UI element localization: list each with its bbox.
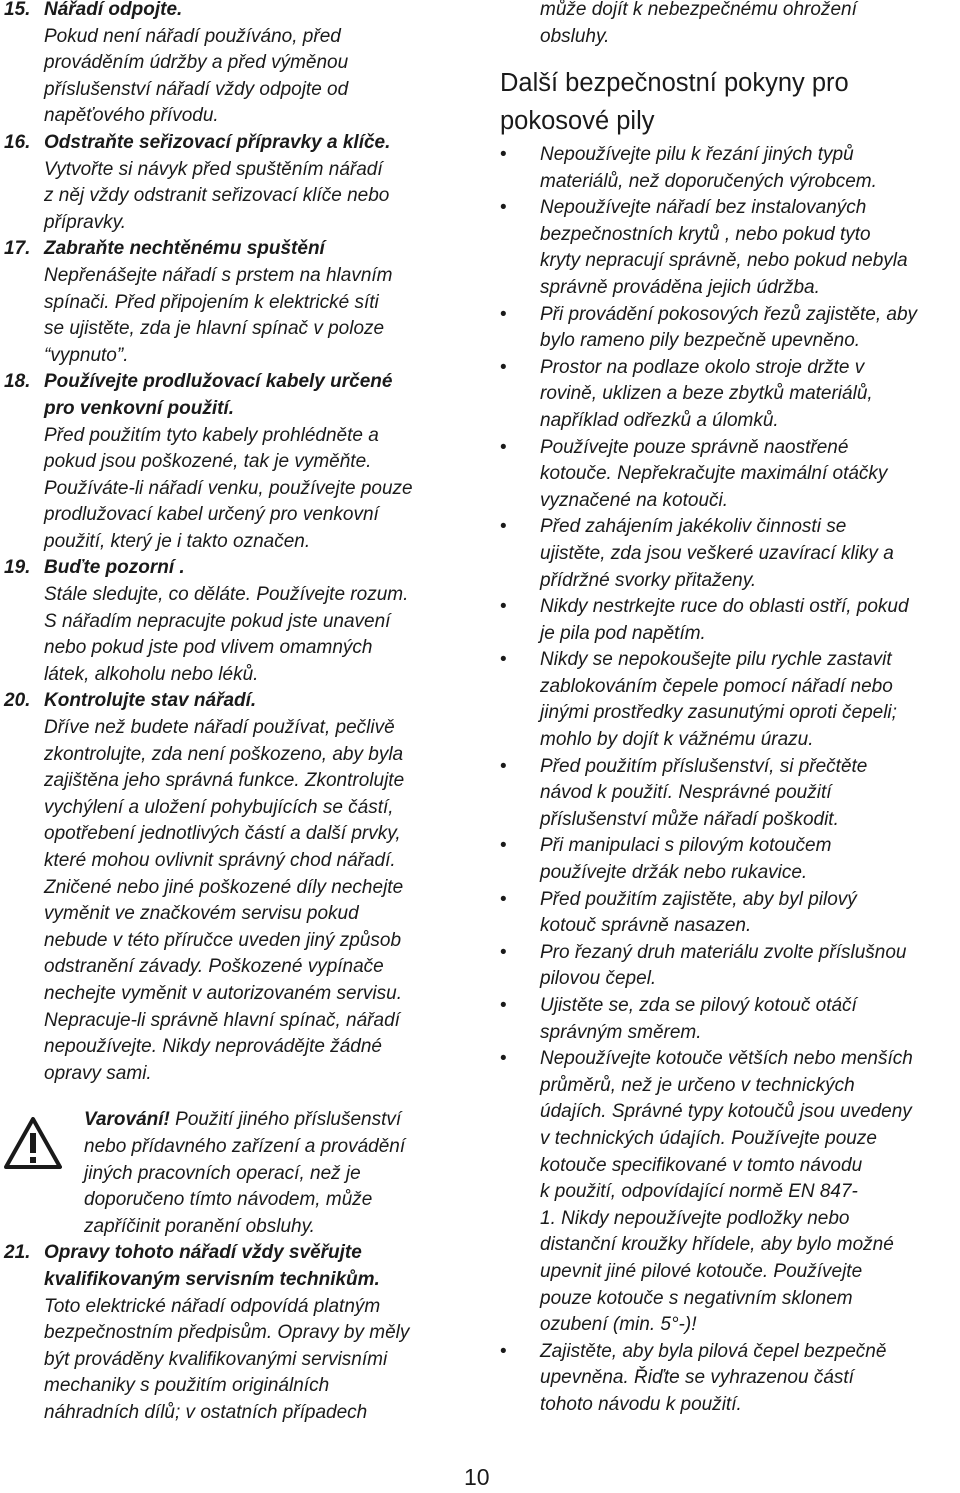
item-line: zkontrolujte, zda není poškozeno, aby byla (44, 743, 404, 765)
warning-label: Varování! (84, 1109, 170, 1131)
bullet-line: pouze kotouče s negativním sklonem (540, 1287, 853, 1309)
bullet-line: kryty nepracují správně, nebo pokud nebyla (540, 250, 908, 272)
bullet-line: tohoto návodu k použití. (540, 1393, 742, 1415)
bullet-line: upevněna. Řiďte se vyhrazenou částí (540, 1367, 854, 1389)
item-line: Nepřenášejte nářadí s prstem na hlavním (44, 264, 393, 286)
bullet-line: rovině, uklizen a beze zbytků materiálů, (540, 383, 873, 405)
bullet-item (500, 435, 960, 515)
bullet-line: ozubení (min. 5°-)! (540, 1314, 697, 1336)
bullet-line: kotouč správně nasazen. (540, 915, 752, 937)
item-title: Buďte pozorní . (44, 557, 185, 579)
bullet-line: přídržné svorky přitaženy. (540, 569, 757, 591)
item-line: nechejte vyměnit v autorizovaném servisu. (44, 982, 402, 1004)
bullet-line: Prostor na podlaze okolo stroje držte v (540, 356, 865, 378)
item-title: Zabraňte nechtěnému spuštění (44, 238, 325, 260)
bullet-line: Nikdy nestrkejte ruce do oblasti ostří, pokud (540, 596, 909, 618)
bullet-dot-icon: • (500, 303, 507, 325)
item-title: Odstraňte seřizovací přípravky a klíče. (44, 131, 391, 153)
item-line: opotřebení jednotlivých částí a další prvky, (44, 823, 401, 845)
bullet-line: 1. Nikdy nepoužívejte podložky nebo (540, 1207, 850, 1229)
bullet-line: Nikdy se nepokoušejte pilu rychle zastavit (540, 649, 892, 671)
bullet-line: k použití, odpovídající normě EN 847- (540, 1181, 858, 1203)
item-21 (4, 1240, 462, 1426)
bullet-item (500, 594, 960, 647)
bullet-line: materiálů, než doporučených výrobcem. (540, 170, 877, 192)
bullet-line: bezpečnostních krytů , nebo pokud tyto (540, 223, 871, 245)
bullet-line: používejte držák nebo rukavice. (540, 862, 808, 884)
item-line: Pokud není nářadí používáno, před (44, 25, 341, 47)
item-line: které mohou ovlivnit správný chod nářadí. (44, 850, 396, 871)
heading-line: pokosové pily (500, 107, 655, 135)
bullet-item (500, 355, 960, 435)
item-line: látek, alkoholu nebo léků. (44, 663, 259, 685)
bullet-line: kotouče specifikované v tomto návodu (540, 1154, 863, 1176)
item-17 (4, 236, 462, 369)
bullet-line: například odřezků a úlomků. (540, 409, 779, 431)
bullet-line: vyznačené na kotouči. (540, 489, 729, 511)
page-number: 10 (464, 1464, 490, 1490)
item-line: Toto elektrické nářadí odpovídá platným (44, 1295, 381, 1317)
bullet-line: Zajistěte, aby byla pilová čepel bezpečně (540, 1340, 887, 1362)
item-line: příslušenství nářadí vždy odpojte od (44, 78, 349, 100)
bullet-line: Při provádění pokosových řezů zajistěte, aby (540, 303, 918, 325)
item-line: z něj vždy odstranit seřizovací klíče nebo (44, 185, 390, 207)
warning-line: zapříčinit poranění obsluhy. (84, 1215, 315, 1237)
item-line: Před použitím tyto kabely prohlédněte a (44, 424, 379, 446)
item-title: Opravy tohoto nářadí vždy svěřujte (44, 1242, 362, 1264)
bullet-line: Ujistěte se, zda se pilový kotouč otáčí (540, 995, 857, 1016)
item-number: 17. (4, 238, 31, 260)
item-line: Používáte-li nářadí venku, používejte pouze (44, 477, 413, 499)
item-line: Vytvořte si návyk před spuštěním nářadí (44, 158, 383, 180)
item-line: “vypnuto”. (44, 344, 129, 366)
warning-triangle-icon (4, 1117, 62, 1169)
bullet-item (500, 647, 960, 753)
item-line: odstranění závady. Poškozené vypínače (44, 956, 384, 978)
bullet-dot-icon: • (500, 144, 507, 165)
bullet-line: distanční kroužky hřídele, aby bylo možné (540, 1234, 894, 1256)
item-15 (4, 0, 462, 130)
bullet-dot-icon: • (500, 436, 507, 458)
item-line: nebude v této příručce uveden jiný způsob (44, 929, 402, 951)
bullet-line: správně prováděna jejich údržba. (540, 276, 820, 298)
item-line: náhradních dílů; v ostatních případech (44, 1401, 368, 1423)
bullet-line: kotouče. Nepřekračujte maximální otáčky (540, 463, 888, 485)
bullet-list (500, 142, 960, 1419)
item-line: mechaniky s použitím originálních (44, 1375, 330, 1397)
item-line: pokud jsou poškozené, tak je vyměňte. (44, 451, 372, 473)
warning-line: jiných pracovních operací, než je (84, 1162, 361, 1184)
bullet-item (500, 1339, 960, 1419)
bullet-dot-icon: • (500, 995, 507, 1016)
item-line: použití, který je i takto označen. (44, 530, 311, 552)
bullet-dot-icon: • (500, 596, 507, 618)
item-line: bezpečnostním předpisům. Opravy by měly (44, 1322, 410, 1344)
item-20 (4, 688, 462, 1087)
bullet-item (500, 833, 960, 886)
item-number: 20. (4, 690, 31, 712)
item-19 (4, 555, 462, 688)
bullet-line: návod k použití. Nesprávné použití (540, 782, 832, 804)
heading-line: Další bezpečnostní pokyny pro (500, 69, 849, 97)
continuation-line: může dojít k nebezpečnému ohrožení (540, 0, 857, 20)
bullet-line: Používejte pouze správně naostřené (540, 436, 849, 458)
bullet-line: zablokováním čepele pomocí nářadí nebo (540, 675, 893, 697)
item-line: přípravky. (44, 211, 127, 233)
bullet-dot-icon: • (500, 1048, 507, 1070)
item-title: kvalifikovaným servisním technikům. (44, 1268, 380, 1290)
item-line: vyměnit ve značkovém servisu pokud (44, 903, 359, 925)
bullet-dot-icon: • (500, 197, 507, 219)
section-heading (500, 66, 960, 142)
item-title: Používejte prodlužovací kabely určené (44, 371, 393, 393)
item-title: pro venkovní použití. (44, 397, 235, 419)
item-line: Nepracuje-li správně hlavní spínač, nářadí (44, 1009, 400, 1031)
item-18 (4, 369, 462, 555)
item-number: 15. (4, 0, 31, 20)
bullet-dot-icon: • (500, 888, 507, 910)
bullet-item (500, 887, 960, 940)
warning-first-line: Použití jiného příslušenství (169, 1109, 402, 1131)
continuation-line: obsluhy. (540, 25, 610, 47)
bullet-dot-icon: • (500, 516, 507, 538)
bullet-line: Před použitím zajistěte, aby byl pilový (540, 888, 857, 910)
warning-line: nebo přídavného zařízení a provádění (84, 1135, 406, 1157)
bullet-line: v technických údajích. Používejte pouze (540, 1127, 877, 1149)
bullet-line: pilovou čepel. (540, 968, 657, 990)
warning-block (4, 1107, 462, 1240)
item-line: napěťového přívodu. (44, 105, 219, 127)
warning-line (84, 1107, 462, 1134)
item-line: se ujistěte, zda je hlavní spínač v poloze (44, 318, 385, 340)
item-title: Kontrolujte stav nářadí. (44, 690, 257, 712)
bullet-line: Nepoužívejte kotouče větších nebo menších (540, 1048, 913, 1070)
bullet-line: údajích. Správné typy kotoučů jsou uvedeny (540, 1101, 912, 1123)
bullet-item (500, 302, 960, 355)
item-line: Dříve než budete nářadí používat, pečlivě (44, 717, 395, 739)
item-line: vychýlení a uložení pohybujících se částí, (44, 796, 394, 818)
bullet-line: příslušenství může nářadí poškodit. (540, 808, 839, 830)
bullet-line: ujistěte, zda jsou veškeré uzavírací kliky a (540, 542, 894, 564)
bullet-line: upevnit jiné pilové kotouče. Používejte (540, 1260, 863, 1282)
bullet-item (500, 754, 960, 834)
item-line: zajištěna jeho správná funkce. Zkontrolujte (44, 770, 405, 792)
bullet-line: Nepoužívejte pilu k řezání jiných typů (540, 144, 854, 165)
bullet-item (500, 1046, 960, 1339)
bullet-line: Nepoužívejte nářadí bez instalovaných (540, 197, 867, 219)
item-line: opravy sami. (44, 1062, 152, 1084)
bullet-line: jinými prostředky zasunutými oproti čepeli; (540, 702, 897, 724)
bullet-line: mohlo by dojít k vážnému úrazu. (540, 729, 814, 751)
bullet-item (500, 514, 960, 594)
warning-line: doporučeno tímto návodem, může (84, 1189, 373, 1211)
bullet-line: průměrů, než je určeno v technických (540, 1074, 855, 1096)
item-line: nepoužívejte. Nikdy neprovádějte žádné (44, 1036, 383, 1058)
item-line: S nářadím nepracujte pokud jste unavení (44, 610, 391, 632)
item-line: Zničené nebo jiné poškozené díly nechejte (44, 876, 404, 898)
item-line: prodlužovací kabel určený pro venkovní (44, 504, 379, 526)
item-line: nebo pokud jste pod vlivem omamných (44, 637, 373, 659)
bullet-item (500, 195, 960, 301)
item-line: Stále sledujte, co děláte. Používejte rozum. (44, 584, 409, 606)
item-number: 19. (4, 557, 31, 579)
left-column (4, 0, 462, 1426)
bullet-item (500, 993, 960, 1046)
bullet-line: Pro řezaný druh materiálu zvolte příslušnou (540, 941, 907, 963)
item-number: 16. (4, 131, 31, 153)
bullet-line: správným směrem. (540, 1021, 702, 1043)
bullet-dot-icon: • (500, 1340, 507, 1362)
item-line: prováděním údržby a před výměnou (44, 52, 349, 74)
item-number: 21. (4, 1242, 31, 1264)
item-title: Nářadí odpojte. (44, 0, 183, 20)
bullet-line: Před zahájením jakékoliv činnosti se (540, 516, 847, 538)
bullet-line: Před použitím příslušenství, si přečtěte (540, 755, 868, 777)
bullet-line: Při manipulaci s pilovým kotoučem (540, 835, 832, 857)
bullet-item (500, 940, 960, 993)
bullet-dot-icon: • (500, 941, 507, 963)
bullet-item (500, 142, 960, 195)
item-line: spínači. Před připojením k elektrické síti (44, 291, 379, 313)
bullet-line: bylo rameno pily bezpečně upevněno. (540, 330, 861, 352)
item-line: být prováděny kvalifikovanými servisními (44, 1348, 388, 1370)
item-number: 18. (4, 371, 31, 393)
bullet-dot-icon: • (500, 649, 507, 671)
bullet-dot-icon: • (500, 356, 507, 378)
right-column (500, 0, 960, 50)
item-16 (4, 130, 462, 236)
bullet-line: je pila pod napětím. (540, 622, 706, 644)
bullet-dot-icon: • (500, 755, 507, 777)
bullet-dot-icon: • (500, 835, 507, 857)
